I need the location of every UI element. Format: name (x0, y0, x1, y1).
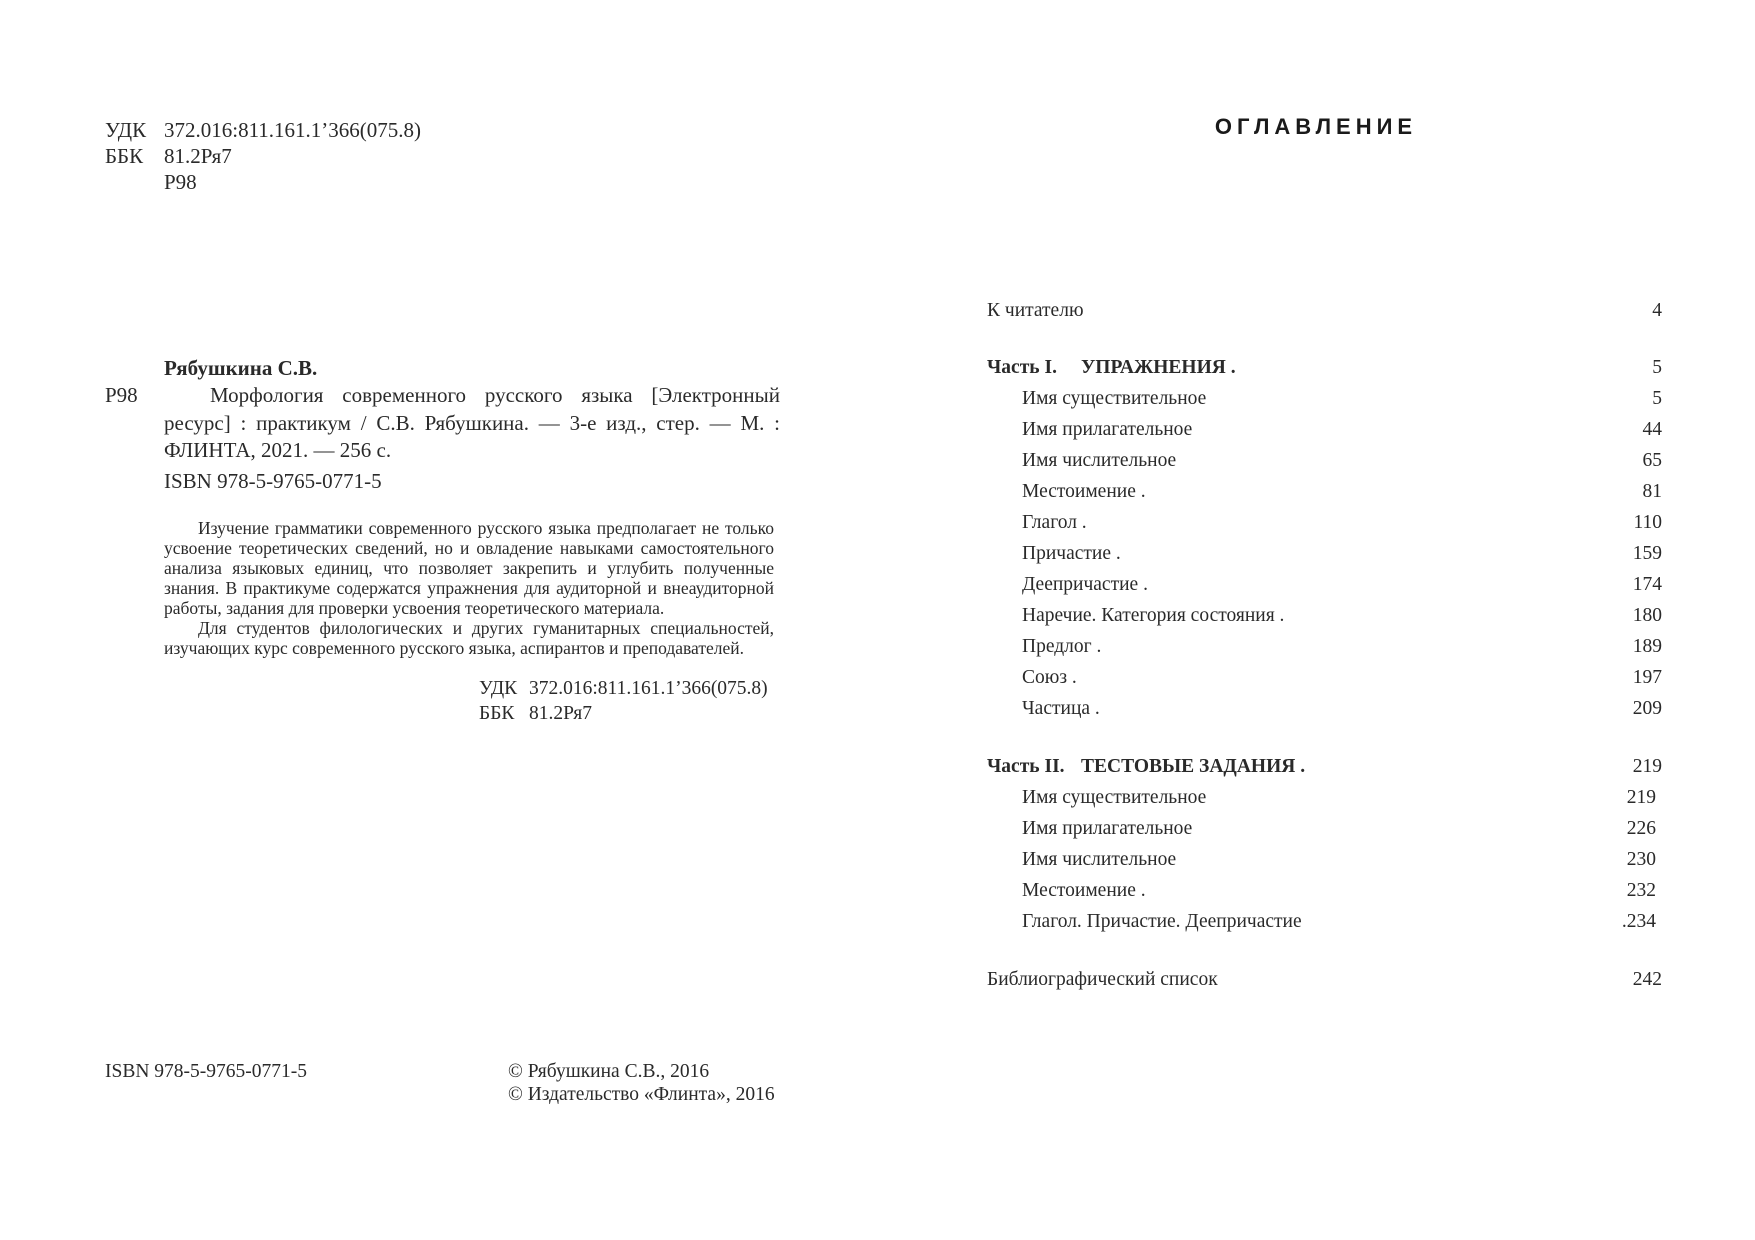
toc-entry-label: Глагол . (1022, 512, 1087, 533)
toc-entry-label: Частица . (1022, 698, 1100, 719)
toc-entry (987, 667, 1662, 693)
toc-entry (987, 300, 1662, 326)
toc-entry-page: 5 (1652, 388, 1662, 409)
copyright-block (508, 1060, 775, 1106)
copyright-publisher: © Издательство «Флинта», 2016 (508, 1084, 775, 1105)
toc-entry (987, 512, 1662, 538)
toc-entry (987, 969, 1662, 995)
toc-entry-label: Имя существительное (1022, 388, 1207, 409)
toc-entry (987, 605, 1662, 631)
annotation-paragraph: Для студентов филологических и других гуманитарных специальностей, изучающих курс современного русского языка, аспирантов и преподавателей. (164, 618, 774, 658)
bbk-value: 81.2Ря7 (164, 144, 232, 168)
toc-entry-label: Имя числительное (1022, 849, 1177, 870)
bottom-udk-row (479, 676, 768, 701)
toc-entry (987, 543, 1662, 569)
toc-entry (987, 880, 1662, 906)
toc-entry-page: 230 (1626, 849, 1656, 870)
toc-entry (987, 574, 1662, 600)
toc-entry-label: Наречие. Категория состояния . (1022, 605, 1285, 626)
toc-entry-page: 197 (1632, 667, 1662, 688)
toc-entry-label: Местоимение . (1022, 481, 1146, 502)
bibliographic-record: Морфология современного русского языка [Электронный ресурс] : практикум / С.В. Рябушкина. — 3-е изд., стер. — М. : ФЛИНТА, 2021. — 256 с. (164, 383, 780, 462)
toc-entry (987, 481, 1662, 507)
bottom-bbk-value: 81.2Ря7 (529, 703, 592, 724)
toc-part-number: Часть I. (987, 357, 1057, 378)
toc-entry (987, 787, 1662, 813)
toc-entry-label: Местоимение . (1022, 880, 1146, 901)
left-page (0, 0, 877, 1240)
toc-entry (987, 419, 1662, 445)
toc-entry-page: 232 (1626, 880, 1656, 901)
annotation (164, 518, 774, 658)
udk-key: УДК (105, 118, 147, 142)
toc-entry (987, 388, 1662, 414)
toc-entry-page: 159 (1632, 543, 1662, 564)
bottom-bbk-row (479, 701, 768, 726)
toc-entry-label: К читателю (987, 300, 1084, 321)
toc-entry (987, 849, 1662, 875)
toc-entry (987, 450, 1662, 476)
bottom-udk-key: УДК (479, 678, 518, 699)
toc-part-title: УПРАЖНЕНИЯ . (1081, 357, 1236, 378)
bottom-bbk-key: ББК (479, 703, 515, 724)
annotation-paragraph: Изучение грамматики современного русского языка предполагает не только усвоение теоретических сведений, но и овладение навыками самостоятельного анализа языковых единиц, что позволяет закрепить и углубить полученные знания. В практикуме содержатся упражнения для аудиторной и внеаудиторной работы, задания для проверки усвоения теоретического материала. (164, 518, 774, 618)
toc-entry-page: .234 (1621, 911, 1656, 932)
toc-entry-label: Имя существительное (1022, 787, 1207, 808)
classification-codes (105, 117, 421, 195)
toc-entry-page: 5 (1652, 357, 1662, 378)
toc-entry-page: 81 (1642, 481, 1662, 502)
toc-entry-label: Предлог . (1022, 636, 1102, 657)
udk-value: 372.016:811.161.1’366(075.8) (164, 118, 422, 142)
toc-entry (987, 698, 1662, 724)
toc-part-title: ТЕСТОВЫЕ ЗАДАНИЯ . (1081, 756, 1306, 777)
bottom-classification-codes (479, 676, 768, 726)
toc-entry-label: Глагол. Причастие. Деепричастие (1022, 911, 1302, 932)
toc-entry-page: 180 (1632, 605, 1662, 626)
toc-part-number: Часть II. (987, 756, 1065, 777)
bbk-key: ББК (105, 144, 144, 168)
toc-entry-label: Деепричастие . (1022, 574, 1148, 595)
toc-entry-page: 219 (1632, 756, 1662, 777)
toc-entry-page: 219 (1626, 787, 1656, 808)
udk-row (105, 117, 421, 143)
footer-isbn: ISBN 978-5-9765-0771-5 (105, 1061, 308, 1082)
toc-entry-page: 209 (1632, 698, 1662, 719)
toc-entry-page: 110 (1633, 512, 1662, 533)
author-mark-value: Р98 (164, 170, 197, 194)
toc-entry (987, 911, 1662, 937)
author-mark-row (105, 169, 421, 195)
toc-entry-page: 226 (1626, 818, 1656, 839)
right-page (877, 0, 1755, 1240)
contents-title: ОГЛАВЛЕНИЕ (1214, 114, 1418, 139)
copyright-author: © Рябушкина С.В., 2016 (508, 1061, 710, 1082)
toc-part-heading (987, 756, 1662, 782)
author-mark: Р98 (105, 383, 138, 407)
toc-entry-label: Имя прилагательное (1022, 419, 1193, 440)
author-name: Рябушкина С.В. (164, 356, 318, 380)
toc-entry-page: 189 (1632, 636, 1662, 657)
toc-entry-label: Причастие . (1022, 543, 1121, 564)
bbk-row (105, 143, 421, 169)
toc-entry-page: 44 (1642, 419, 1662, 440)
isbn: ISBN 978-5-9765-0771-5 (164, 469, 382, 493)
toc-entry (987, 818, 1662, 844)
toc-part-heading (987, 357, 1662, 383)
bottom-udk-value: 372.016:811.161.1’366(075.8) (529, 678, 768, 699)
toc-entry-label: Имя числительное (1022, 450, 1177, 471)
toc-entry-page: 242 (1632, 969, 1662, 990)
toc-entry-page: 174 (1632, 574, 1662, 595)
toc-entry-page: 65 (1642, 450, 1662, 471)
toc-entry-label: Имя прилагательное (1022, 818, 1193, 839)
toc-entry-label: Библиографический список (987, 969, 1218, 990)
toc-entry (987, 636, 1662, 662)
toc-entry-label: Союз . (1022, 667, 1077, 688)
toc-entry-page: 4 (1652, 300, 1662, 321)
